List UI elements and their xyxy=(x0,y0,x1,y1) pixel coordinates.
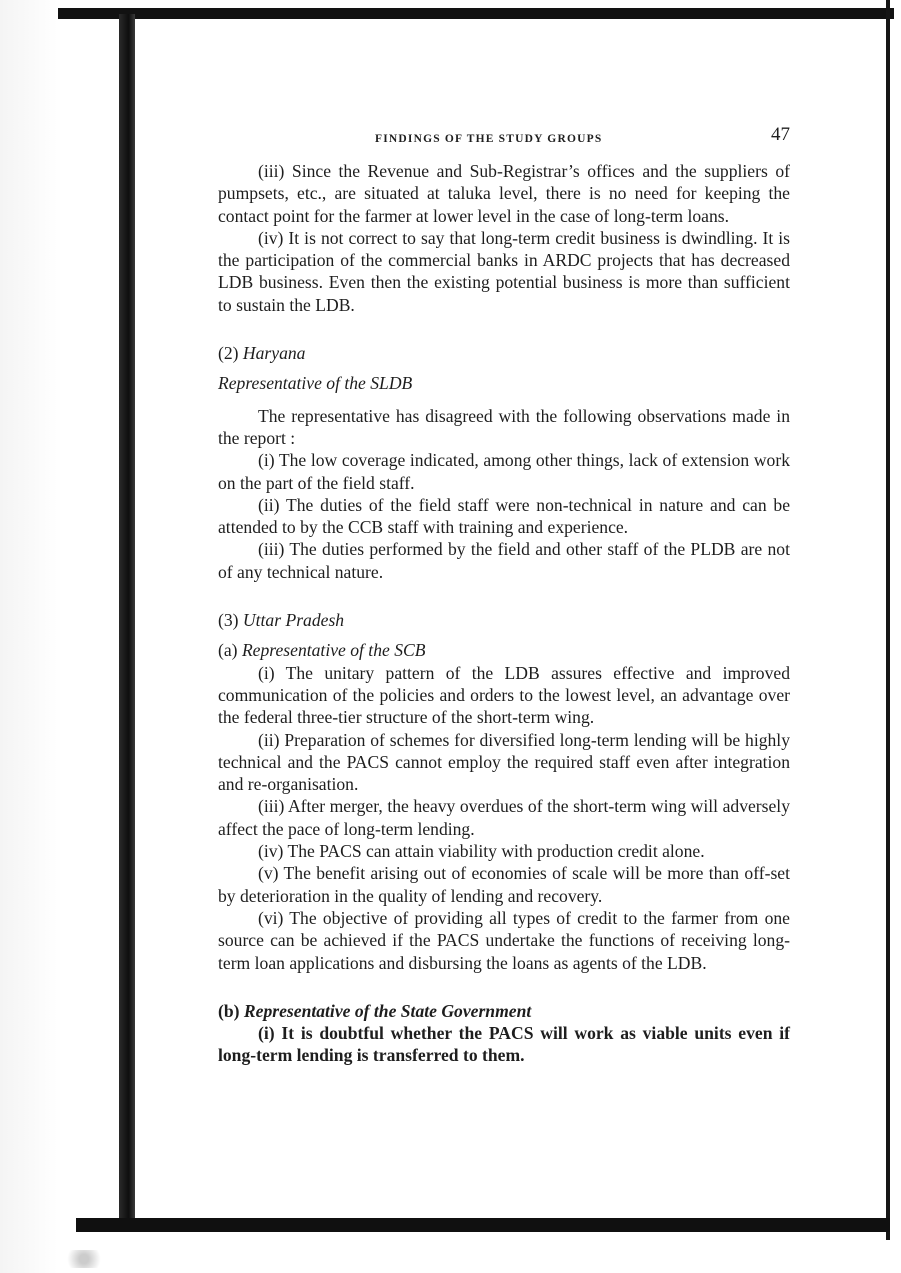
list-item: (iv) The PACS can attain viability with production credit alone. xyxy=(258,841,705,862)
scan-artifact xyxy=(62,1250,106,1268)
scan-margin xyxy=(0,0,58,1273)
subheading-number: (b) xyxy=(218,1000,240,1021)
paragraph: (iii) Since the Revenue and Sub-Registrar’s offices and the suppliers of pumpsets, etc., are situated at taluka level, there is no need for keeping the contact point for the farmer at lower level in the case of long-term loans. xyxy=(218,161,790,226)
scan-frame-left xyxy=(119,14,135,1222)
spacer xyxy=(218,583,790,609)
spacer xyxy=(218,316,790,342)
list-item: (vi) The objective of providing all types of credit to the farmer from one source can be achieved if the PACS undertake the functions of receiving long-term loan applications and disbursing the loans as agents of the LDB. xyxy=(218,907,790,973)
running-head: FINDINGS OF THE STUDY GROUPS xyxy=(375,133,603,145)
list-item: (iii) The duties performed by the field and other staff of the PLDB are not of any technical nature. xyxy=(218,539,790,582)
scan-frame-bottom xyxy=(76,1218,890,1232)
section-heading-up xyxy=(218,609,790,631)
page-number: 47 xyxy=(771,124,790,145)
list-item: (v) The benefit arising out of economies of scale will be more than off-set by deterioration in the quality of lending and recovery. xyxy=(218,863,790,906)
subheading xyxy=(218,372,790,394)
subheading-title: Representative of the SLDB xyxy=(218,373,413,394)
subheading-title: Representative of the State Government xyxy=(243,1000,532,1021)
subheading-title: Representative of the SCB xyxy=(241,640,426,661)
spacer xyxy=(218,395,790,405)
scan-frame-top xyxy=(58,8,894,19)
page-header xyxy=(218,124,790,150)
section-heading-haryana xyxy=(218,342,790,364)
paragraph: (iv) It is not correct to say that long-term credit business is dwindling. It is the participation of the commercial banks in ARDC projects that has decreased LDB business. Even then the existing potential business is more than sufficient to sustain the LDB. xyxy=(218,227,790,315)
subheading-a xyxy=(218,639,790,661)
section-number: (3) xyxy=(218,610,239,631)
subheading-number: (a) xyxy=(218,640,238,661)
spacer xyxy=(218,974,790,1000)
paragraph: The representative has disagreed with the following observations made in the report : xyxy=(218,405,790,448)
list-item: (i) It is doubtful whether the PACS will work as viable units even if long-term lending is transferred to them. xyxy=(218,1023,790,1066)
section-title: Haryana xyxy=(242,343,306,364)
subheading-b xyxy=(218,1000,790,1022)
page-body xyxy=(218,124,790,1067)
section-title: Uttar Pradesh xyxy=(242,610,345,631)
list-item: (ii) Preparation of schemes for diversified long-term lending will be highly technical and the PACS cannot employ the required staff even after integration and re-organisation. xyxy=(218,729,790,795)
section-number: (2) xyxy=(218,343,239,364)
list-item: (ii) The duties of the field staff were non-technical in nature and can be attended to by the CCB staff with training and experience. xyxy=(218,494,790,538)
scan-frame-right xyxy=(886,0,890,1240)
list-item: (iii) After merger, the heavy overdues of the short-term wing will adversely affect the pace of long-term lending. xyxy=(218,796,790,839)
list-item: (i) The unitary pattern of the LDB assures effective and improved communication of the policies and orders to the lowest level, an advantage over the federal three-tier structure of the short-term wing. xyxy=(218,662,790,728)
list-item: (i) The low coverage indicated, among other things, lack of extension work on the part of the field staff. xyxy=(218,450,790,493)
